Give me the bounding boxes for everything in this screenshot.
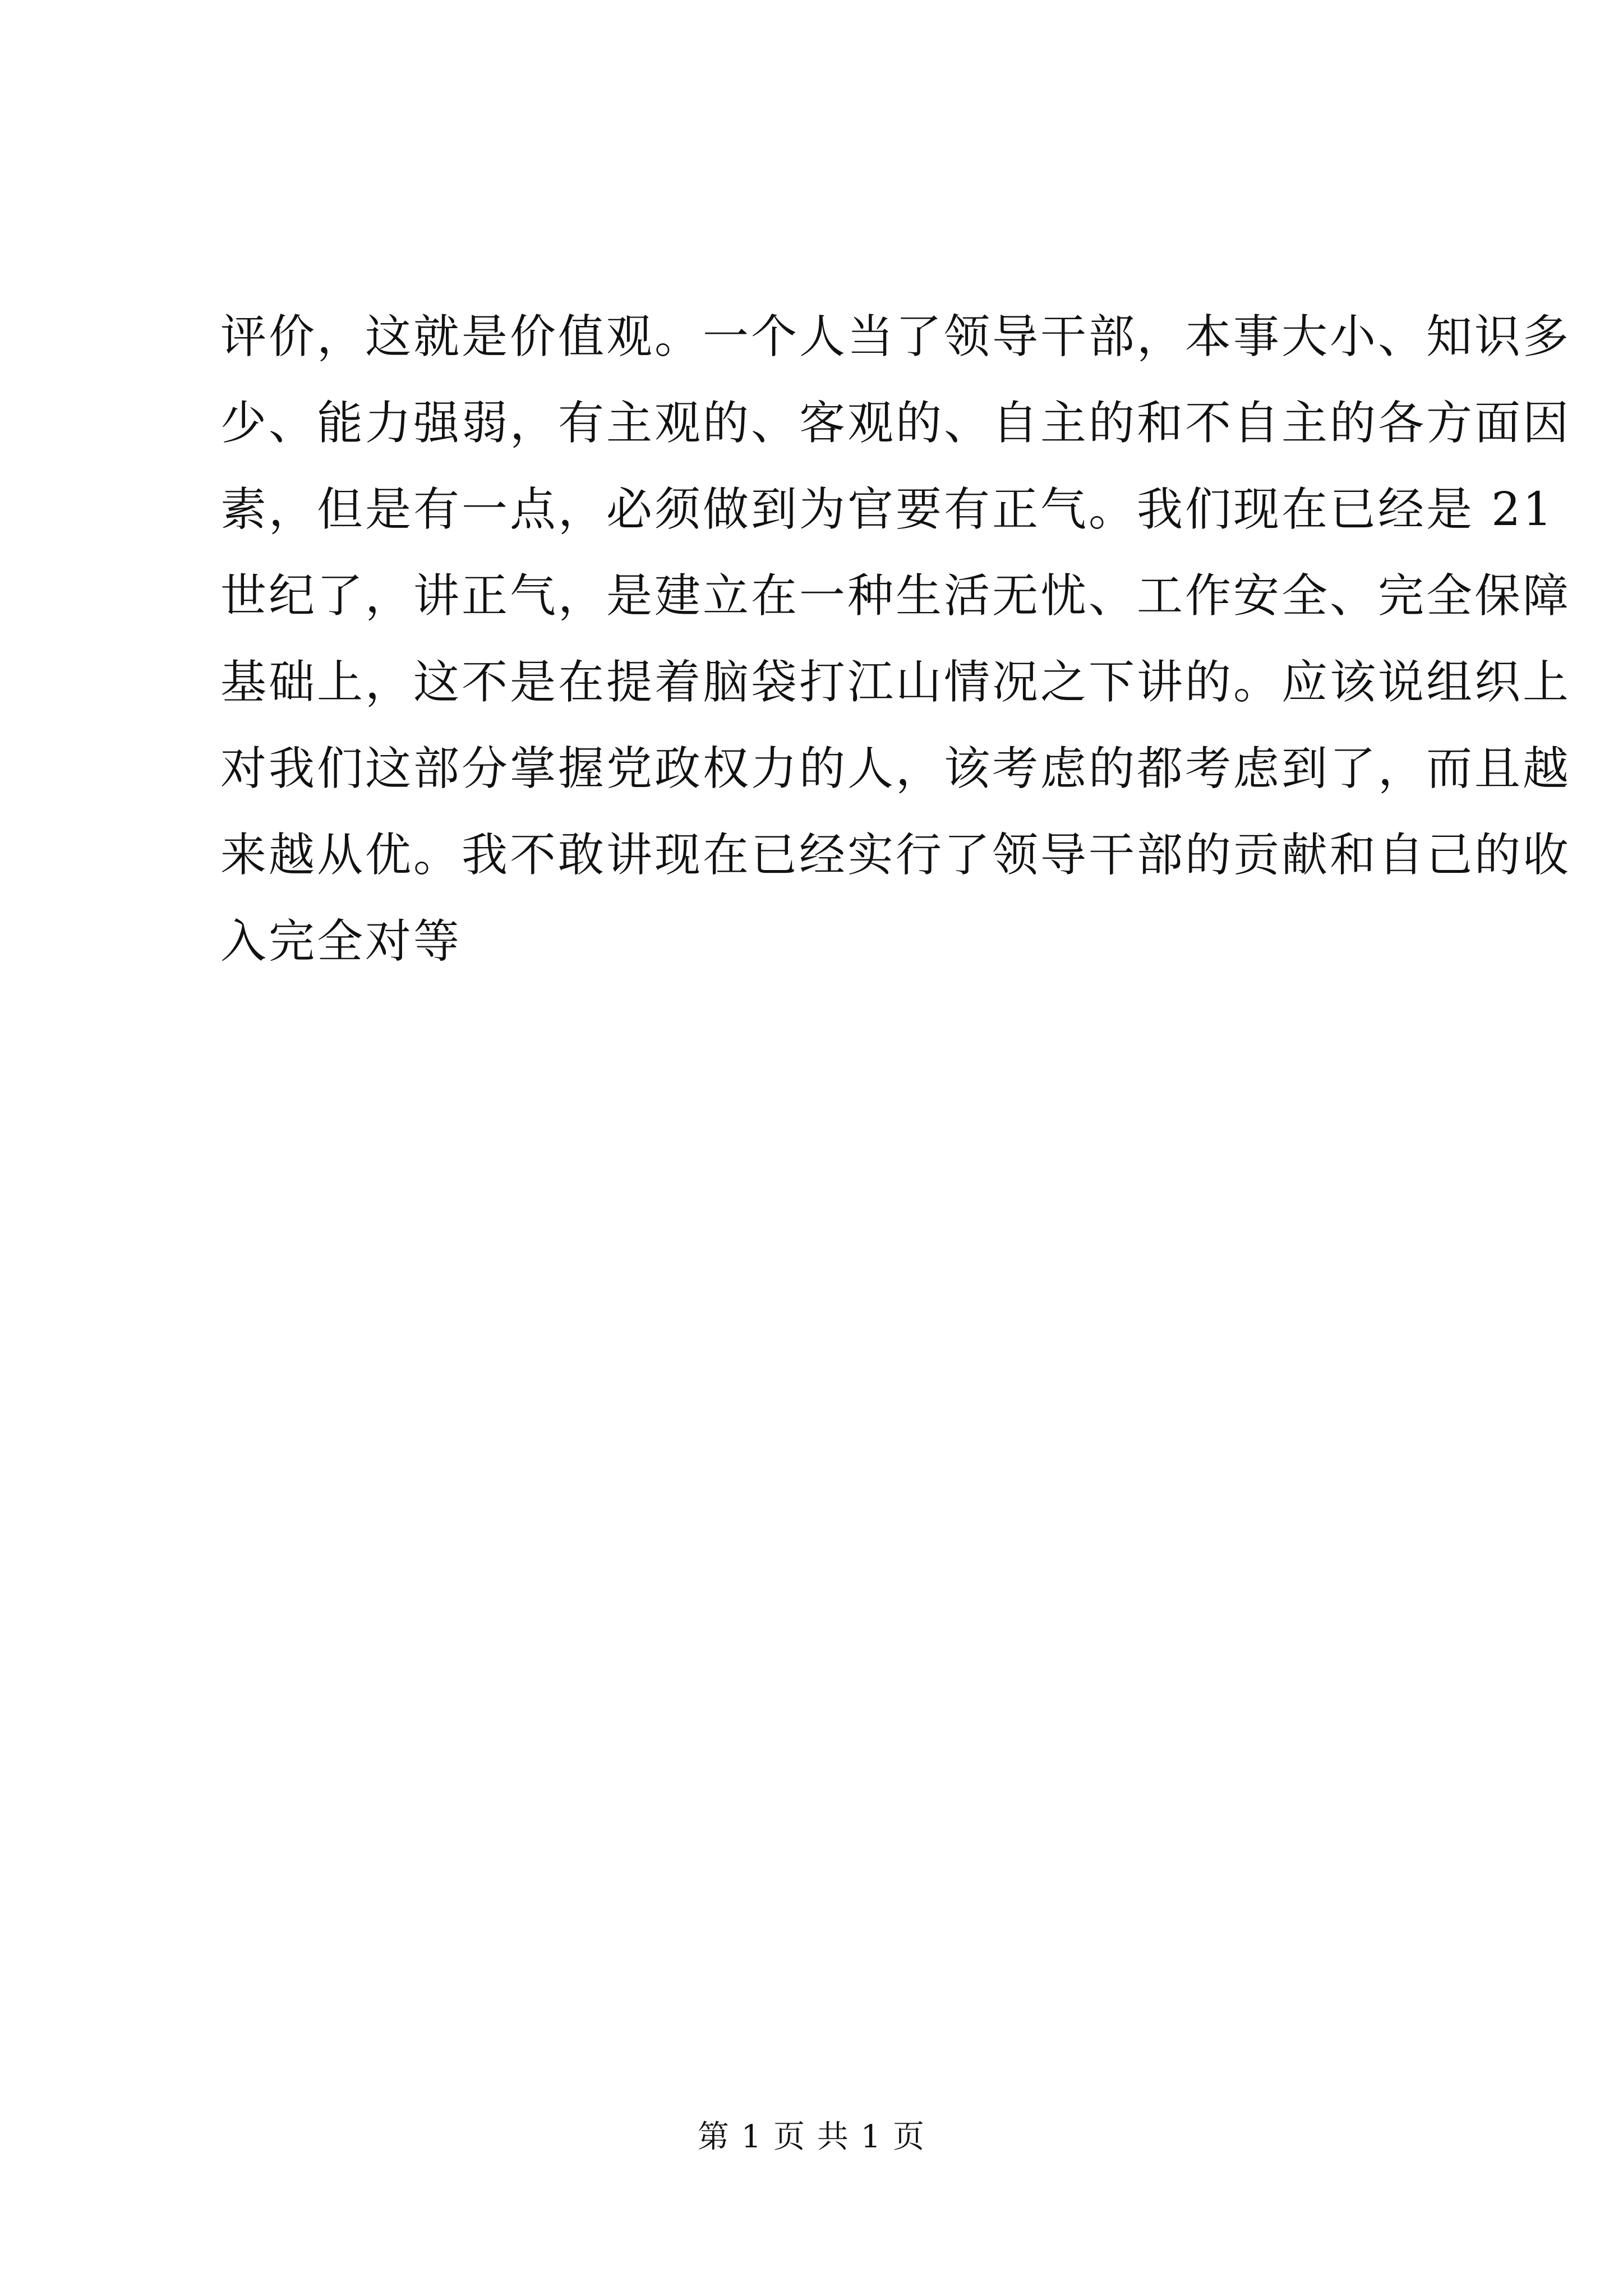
text-line: 少、能力强弱，有主观的、客观的、自主的和不自主的各方面因 [220, 397, 1571, 450]
text-line: 世纪了，讲正气，是建立在一种生活无忧、工作安全、完全保障 [220, 569, 1571, 623]
text-line: 来越从优。我不敢讲现在已经实行了领导干部的贡献和自己的收 [220, 829, 1571, 882]
body-paragraph [220, 302, 1571, 993]
text-line: 素，但是有一点，必须做到为官要有正气。我们现在已经是 21 [220, 483, 1555, 536]
text-line: 基础上，这不是在提着脑袋打江山情况之下讲的。应该说组织上 [220, 656, 1571, 709]
text-line: 对我们这部分掌握党政权力的人，该考虑的都考虑到了，而且越 [220, 742, 1571, 795]
text-line: 入完全对等 [220, 915, 462, 968]
text-line: 评价，这就是价值观。一个人当了领导干部，本事大小、知识多 [220, 310, 1571, 364]
page-number-footer: 第 1 页 共 1 页 [697, 2119, 926, 2155]
